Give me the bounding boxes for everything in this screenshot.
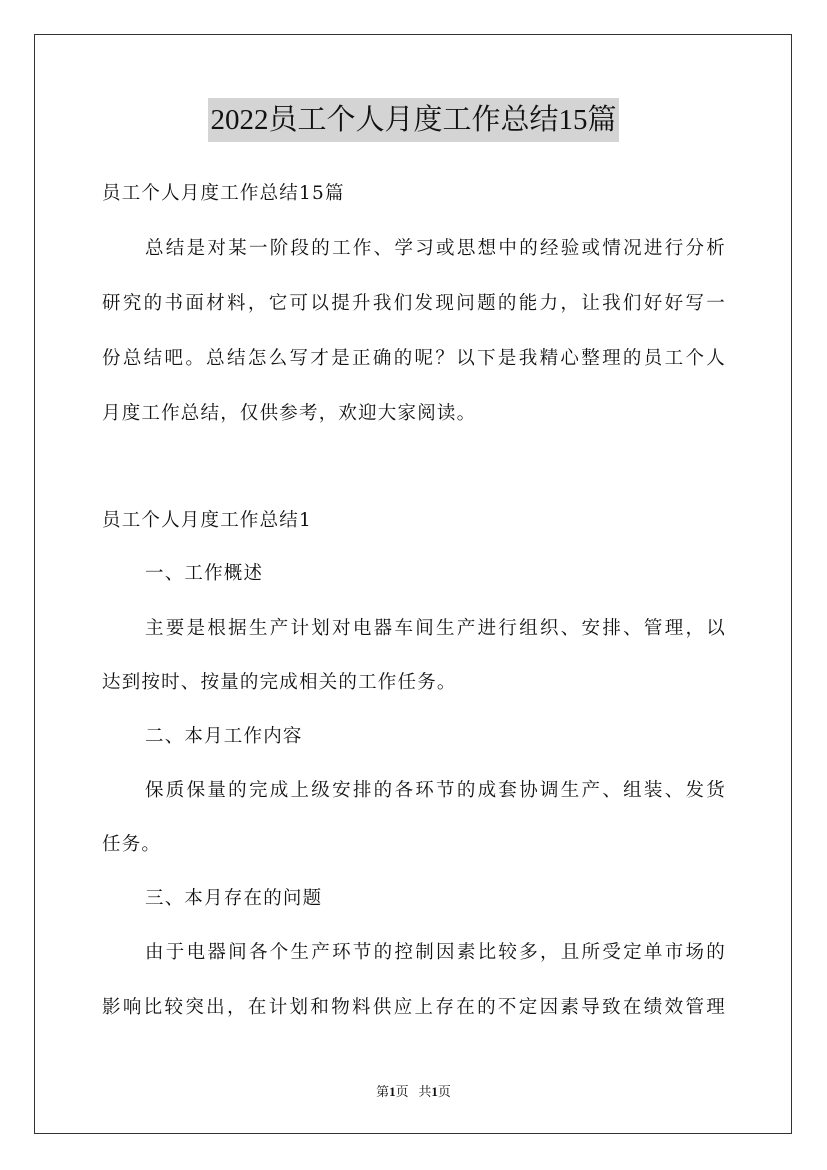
title-container	[0, 98, 827, 142]
intro-line-2: 研究的书面材料，它可以提升我们发现问题的能力，让我们好好写一	[102, 293, 726, 314]
overview-line-1: 主要是根据生产计划对电器车间生产进行组织、安排、管理，以	[145, 618, 726, 639]
heading-overview: 一、工作概述	[145, 563, 264, 584]
footer-total-suffix: 页	[437, 1084, 451, 1099]
intro-line-3: 份总结吧。总结怎么写才是正确的呢？以下是我精心整理的员工个人	[102, 348, 726, 369]
intro-line-1: 总结是对某一阶段的工作、学习或思想中的经验或情况进行分析	[145, 238, 726, 259]
footer-page-prefix: 第	[376, 1084, 390, 1099]
content-line-2: 任务。	[102, 834, 162, 855]
heading-problems: 三、本月存在的问题	[145, 888, 323, 909]
intro-line-4: 月度工作总结，仅供参考，欢迎大家阅读。	[102, 403, 477, 424]
page-footer	[0, 1083, 827, 1101]
footer-page-number: 1	[389, 1084, 396, 1099]
section1-heading: 员工个人月度工作总结1	[102, 510, 312, 531]
heading-content: 二、本月工作内容	[145, 726, 303, 747]
footer-total-number: 1	[431, 1084, 438, 1099]
footer-total-prefix: 共	[418, 1084, 432, 1099]
footer-page-suffix: 页	[395, 1084, 409, 1099]
problems-line-2: 影响比较突出，在计划和物料供应上存在的不定因素导致在绩效管理	[102, 997, 726, 1018]
document-title: 2022员工个人月度工作总结15篇	[208, 98, 618, 142]
overview-line-2: 达到按时、按量的完成相关的工作任务。	[102, 672, 457, 693]
document-subtitle: 员工个人月度工作总结15篇	[102, 183, 345, 204]
content-line-1: 保质保量的完成上级安排的各环节的成套协调生产、组装、发货	[145, 780, 726, 801]
problems-line-1: 由于电器间各个生产环节的控制因素比较多，且所受定单市场的	[145, 942, 726, 963]
